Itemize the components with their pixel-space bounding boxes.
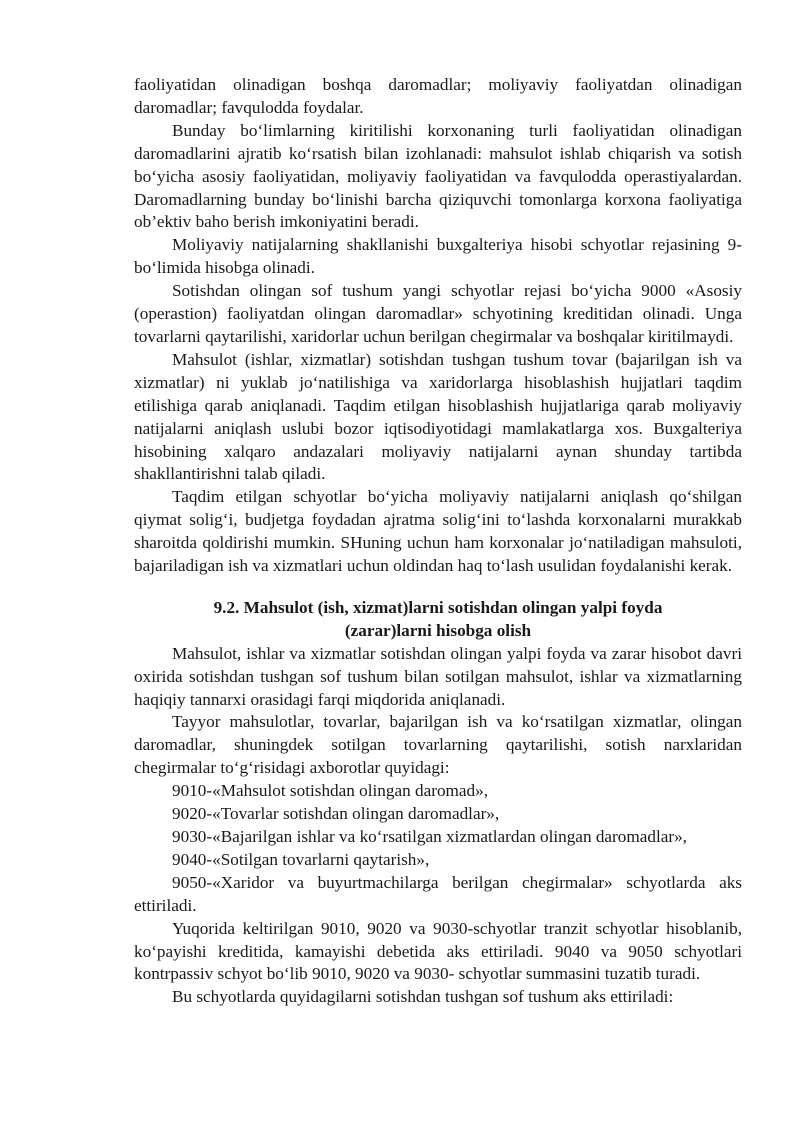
paragraph: Yuqorida keltirilgan 9010, 9020 va 9030-schyotlar tranzit schyotlar hisoblanib, ko‘payishi kreditida, kamayishi debetida aks ettiriladi. 9040 va 9050 schyotlari kontrpassiv schyot bo‘lib 9010, 9020 va 9030- schyotlar summasini tuzatib turadi. — [134, 918, 742, 984]
section-heading — [134, 597, 742, 643]
paragraph: Tayyor mahsulotlar, tovarlar, bajarilgan ish va ko‘rsatilgan xizmatlar, olingan daromadlar, shuningdek sotilgan tovarlarning qaytarilishi, sotish narxlaridan chegirmalar to‘g‘risidagi axborotlar quyidagi: — [134, 712, 742, 778]
paragraph: Bunday bo‘limlarning kiritilishi korxonaning turli faoliyatidan olinadigan daromadlarini ajratib ko‘rsatish bilan izohlanadi: mahsulot ishlab chiqarish va sotish bo‘yicha asosiy faoliyatidan, moliyaviy faoliyatidan va favqulodda operastiyalardan. Daromadlarning bunday bo‘linishi barcha qiziquvchi tomonlarga korxona faoliyatiga ob’ektiv baho berish imkoniyatini beradi. — [134, 120, 742, 232]
account-list-item: 9050-«Xaridor va buyurtmachilarga berilgan chegirmalar» schyotlarda aks ettiriladi. — [134, 872, 742, 915]
paragraph: Sotishdan olingan sof tushum yangi schyotlar rejasi bo‘yicha 9000 «Asosiy (operastion) faoliyatdan olingan daromadlar» schyotining kreditidan olinadi. Unga tovarlarni qaytarilishi, xaridorlar uchun berilgan chegirmalar va boshqalar kiritilmaydi. — [134, 281, 742, 346]
account-list-item: 9040-«Sotilgan tovarlarni qaytarish», — [172, 849, 430, 869]
paragraph: faoliyatidan olinadigan boshqa daromadlar; moliyaviy faoliyatdan olinadigan daromadlar; favqulodda foydalar. — [134, 75, 742, 117]
paragraph: Mahsulot, ishlar va xizmatlar sotishdan olingan yalpi foyda va zarar hisobot davri oxirida sotishdan tushgan sof tushum bilan sotilgan mahsulot, ishlar va xizmatlarning haqiqiy tannarxi orasidagi farqi miqdorida aniqlanadi. — [134, 643, 742, 709]
account-list-item: 9030-«Bajarilgan ishlar va ko‘rsatilgan xizmatlardan olingan daromadlar», — [172, 827, 687, 846]
paragraph: Moliyaviy natijalarning shakllanishi buxgalteriya hisobi schyotlar rejasining 9- bo‘limida hisobga olinadi. — [134, 235, 742, 278]
paragraph: Taqdim etilgan schyotlar bo‘yicha moliyaviy natijalarni aniqlash qo‘shilgan qiymat solig‘i, budjetga foydadan ajratma solig‘ini to‘lashda korxonalarni murakkab sharoitda qoldirishi mumkin. SHuning uchun ham korxonalar jo‘natiladigan mahsuloti, bajariladigan ish va xizmatlari uchun oldindan haq to‘lash usulidan foydalanishi kerak. — [134, 487, 742, 576]
document-page — [134, 74, 742, 1009]
section-heading-line: (zarar)larni hisobga olish — [344, 620, 532, 640]
section-heading-line: 9.2. Mahsulot (ish, xizmat)larni sotishdan olingan yalpi foyda — [213, 597, 663, 617]
account-list-item: 9010-«Mahsulot sotishdan olingan daromad», — [172, 781, 489, 801]
paragraph: Bu schyotlarda quyidagilarni sotishdan tushgan sof tushum aks ettiriladi: — [172, 987, 674, 1007]
paragraph: Mahsulot (ishlar, xizmatlar) sotishdan tushgan tushum tovar (bajarilgan ish va xizmatlar) ni yuklab jo‘natilishiga va xaridorlarga hisoblashish hujjatlari taqdim etilishiga qarab aniqlanadi. Taqdim etilgan hisoblashish hujjatlariga qarab moliyaviy natijalarni aniqlash uslubi bozor iqtisodiyotidagi mamlakatlarga xos. Buxgalteriya hisobining xalqaro andazalari moliyaviy natijalarni aynan shunday tartibda shakllantirishni talab qiladi. — [134, 349, 742, 484]
account-list-item: 9020-«Tovarlar sotishdan olingan daromadlar», — [172, 804, 500, 824]
